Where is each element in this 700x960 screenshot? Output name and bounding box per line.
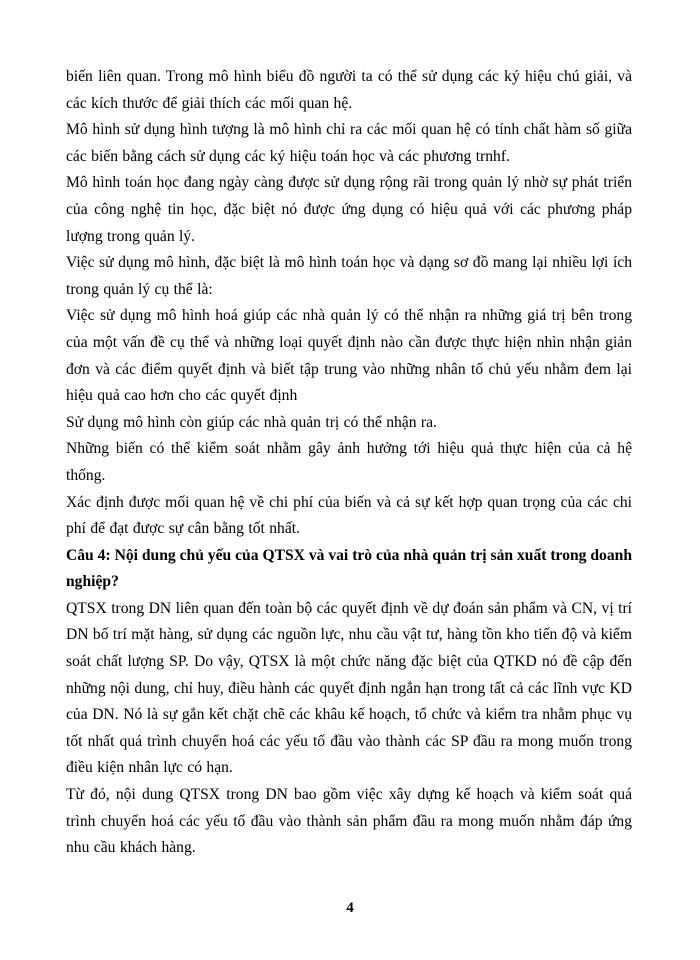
question-4-heading: Câu 4: Nội dung chủ yếu của QTSX và vai trò của nhà quản trị sản xuất trong doanh nghiệp? [66, 546, 632, 591]
paragraph-math-model: Mô hình toán học đang ngày càng được sử dụng rộng rãi trong quản lý nhờ sự phát triển của công nghệ tin học, đặc biệt nó được ứng dụng có hiệu quả với các phương pháp lượng trong quản lý. [66, 174, 632, 245]
paragraph-model-recognize: Sử dụng mô hình còn giúp các nhà quản trị có thể nhận ra. [66, 413, 437, 431]
paragraph-model-benefits: Việc sử dụng mô hình, đặc biệt là mô hình toán học và dạng sơ đồ mang lại nhiều lợi ích trong quản lý cụ thể là: [66, 254, 632, 298]
paragraph-modeling-helps: Việc sử dụng mô hình hoá giúp các nhà quản lý có thể nhận ra những giá trị bên trong của một vấn đề cụ thể và những loại quyết định nào cần được thực hiện nhìn nhận giản đơn và các điểm quyết định và biết tập trung vào những nhân tố chủ yếu nhằm đem lại hiệu quả cao hơn cho các quyết định [66, 307, 632, 405]
paragraph-model-diagram: biến liên quan. Trong mô hình biểu đồ người ta có thể sử dụng các ký hiệu chú giải, và các kích thước để giải thích các mối quan hệ. [66, 68, 632, 112]
paragraph-qtsx-content: Từ đó, nội dung QTSX trong DN bao gồm việc xây dựng kế hoạch và kiểm soát quá trình chuyển hoá các yếu tố đầu vào thành sản phẩm đầu ra mong muốn nhằm đáp ứng nhu cầu khách hàng. [66, 786, 632, 857]
paragraph-qtsx-definition: QTSX trong DN liên quan đến toàn bộ các quyết định về dự đoán sản phẩm và CN, vị trí DN bố trí mặt hàng, sử dụng các nguồn lực, nhu cầu vật tư, hàng tồn kho tiến độ và kiểm soát chất lượng SP. Do vậy, QTSX là một chức năng đặc biệt của QTKD nó đề cập đến những nội dung, chỉ huy, điều hành các quyết định ngắn hạn trong tất cả các lĩnh vực KD của DN. Nó là sự gắn kết chặt chẽ các khâu kế hoạch, tổ chức và kiểm tra nhằm phục vụ tốt nhất quá trình chuyển hoá các yếu tố đầu vào thành các SP đầu ra mong muốn trong điều kiện nhân lực có hạn. [66, 599, 632, 777]
paragraph-symbolic-model: Mô hình sử dụng hình tượng là mô hình chỉ ra các mối quan hệ có tính chất hàm số giữa các biến bằng cách sử dụng các ký hiệu toán học và các phương trnhf. [66, 121, 632, 165]
paragraph-cost-relationship: Xác định được mối quan hệ về chi phí của biến và cả sự kết hợp quan trọng của các chi phí để đạt được sự cân bằng tốt nhất. [66, 493, 632, 538]
paragraph-controllable-variables: Những biến có thể kiểm soát nhằm gây ảnh hưởng tới hiệu quả thực hiện của cả hệ thống. [66, 440, 632, 484]
page-number: 4 [346, 900, 354, 916]
document-page [66, 64, 632, 862]
